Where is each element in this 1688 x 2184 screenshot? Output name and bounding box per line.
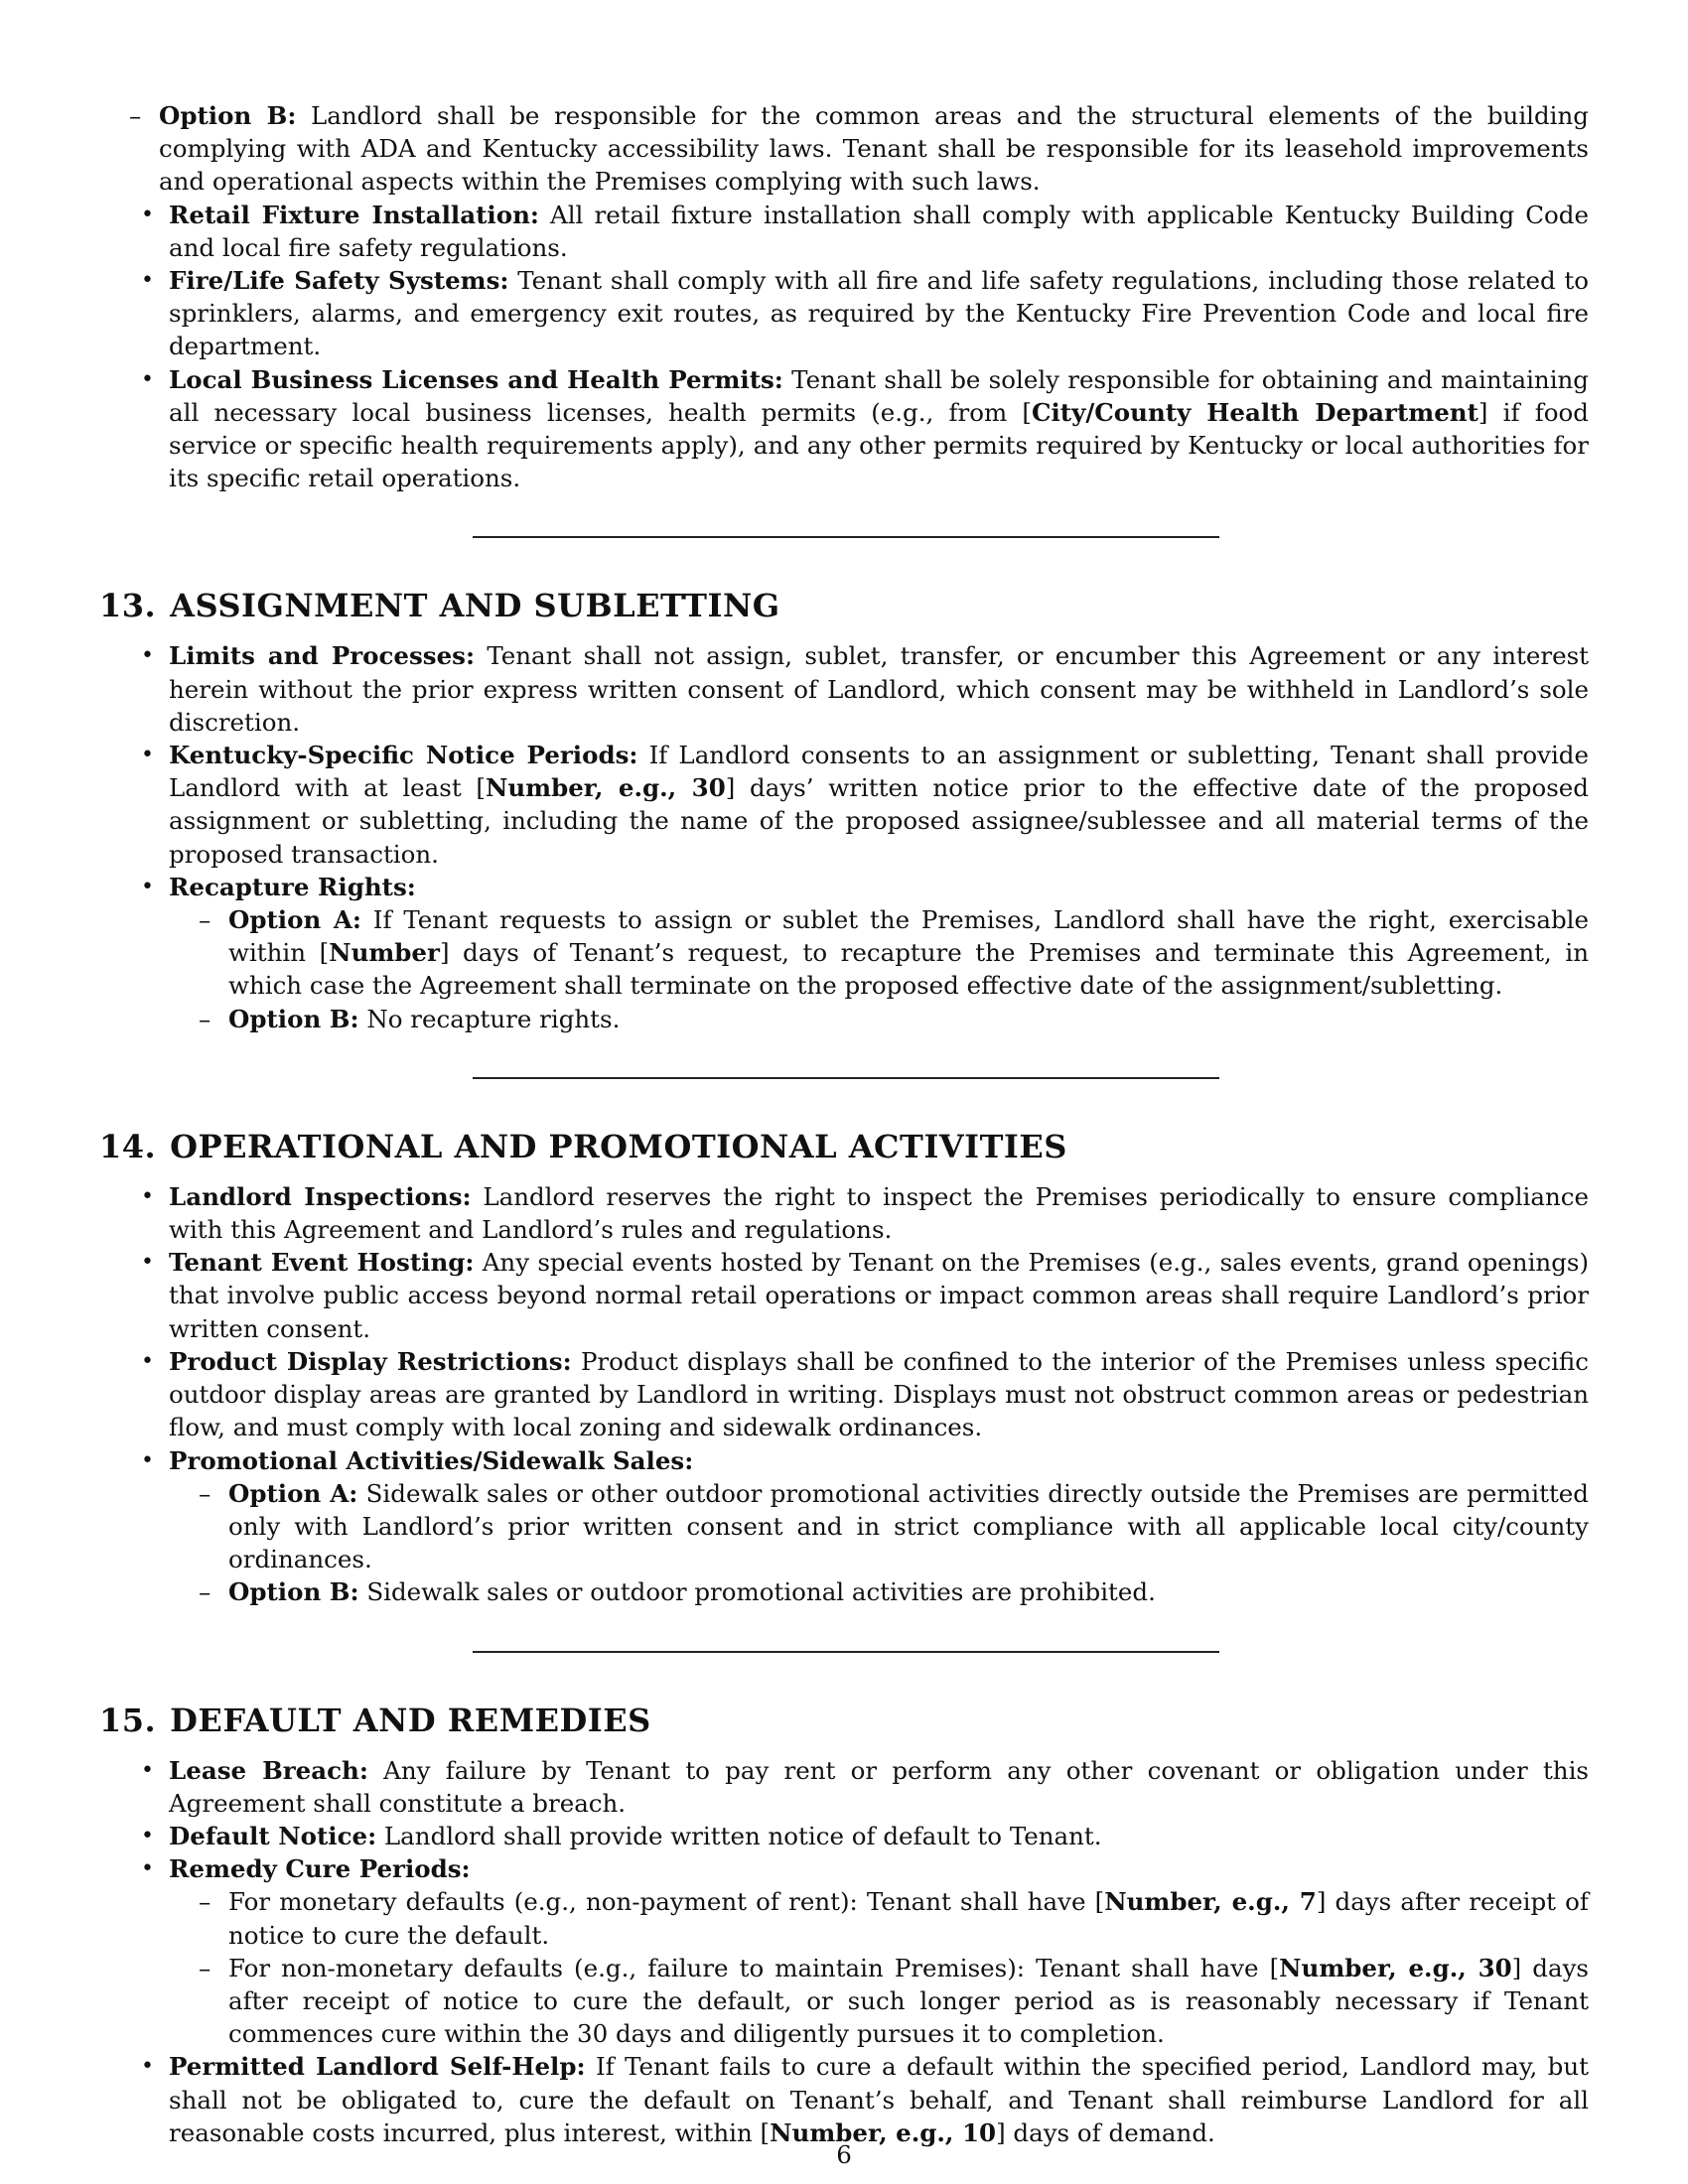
- section-divider: [473, 536, 1219, 538]
- list-item: – Option B: No recapture rights.: [169, 1003, 1589, 1035]
- list-item: • Product Display Restrictions: Product displays shall be confined to the interior of the Premises unless specific outdoor display areas are granted by Landlord in writing. Displays must not obstruct common areas or pedestrian flow, and must comply with local zoning and sidewalk ordinances.: [99, 1345, 1589, 1444]
- section-heading: 13. ASSIGNMENT AND SUBLETTING: [99, 587, 780, 625]
- section-list: [99, 1754, 1589, 2149]
- list-item: • Default Notice: Landlord shall provide written notice of default to Tenant.: [99, 1820, 1589, 1852]
- list-item: • Retail Fixture Installation: All retail fixture installation shall comply with applicable Kentucky Building Code and local fire safety regulations.: [99, 199, 1589, 264]
- list-item: • Recapture Rights: – Option A: If Tenant requests to assign or sublet the Premises, Landlord shall have the right, exercisable within [Number] days of Tenant’s request, to recapture the Premises and terminate this Agreement, in which case the Agreement shall terminate on the proposed effective date of the assignment/subletting. – Option B: No recapture rights.: [99, 871, 1589, 1035]
- section-divider: [473, 1651, 1219, 1653]
- section-list: [99, 1180, 1589, 1609]
- sublist: [169, 1477, 1589, 1609]
- list-item: – For monetary defaults (e.g., non-payment of rent): Tenant shall have [Number, e.g., 7] days after receipt of notice to cure the default.: [169, 1885, 1589, 1951]
- list-item: • Fire/Life Safety Systems: Tenant shall comply with all fire and life safety regulations, including those related to sprinklers, alarms, and emergency exit routes, as required by the Kentucky Fire Prevention Code and local fire department.: [99, 264, 1589, 363]
- section-heading: 14. OPERATIONAL AND PROMOTIONAL ACTIVITIES: [99, 1127, 1067, 1165]
- list-item: • Remedy Cure Periods: – For monetary defaults (e.g., non-payment of rent): Tenant shall have [Number, e.g., 7] days after receipt of notice to cure the default. – For non-monetary defaults (e.g., failure to maintain Premises): Tenant shall have [Number, e.g., 30] days after receipt of notice to cure the default, or such longer period as is reasonably necessary if Tenant commences cure within the 30 days and diligently pursues it to completion.: [99, 1852, 1589, 2050]
- list-item: • Kentucky-Specific Notice Periods: If Landlord consents to an assignment or subletting, Tenant shall provide Landlord with at least [Number, e.g., 30] days’ written notice prior to the effective date of the proposed assignment or subletting, including the name of the proposed assignee/sublessee and all material terms of the proposed transaction.: [99, 739, 1589, 871]
- list-item: • Lease Breach: Any failure by Tenant to pay rent or perform any other covenant or obligation under this Agreement shall constitute a breach.: [99, 1754, 1589, 1820]
- page-number: 6: [836, 2140, 852, 2169]
- list-item: • Promotional Activities/Sidewalk Sales: – Option A: Sidewalk sales or other outdoor promotional activities directly outside the Premises are permitted only with Landlord’s prior written consent and in strict compliance with all applicable local city/county ordinances. – Option B: Sidewalk sales or outdoor promotional activities are prohibited.: [99, 1444, 1589, 1609]
- section-list: [99, 639, 1589, 1034]
- list-item: • Limits and Processes: Tenant shall not assign, sublet, transfer, or encumber this Agreement or any interest herein without the prior express written consent of Landlord, which consent may be withheld in Landlord’s sole discretion.: [99, 639, 1589, 739]
- list-item: • Tenant Event Hosting: Any special events hosted by Tenant on the Premises (e.g., sales events, grand openings) that involve public access beyond normal retail operations or impact common areas shall require Landlord’s prior written consent.: [99, 1246, 1589, 1345]
- page-content: [99, 99, 1589, 2149]
- sublist: [169, 1885, 1589, 2050]
- section-divider: [473, 1077, 1219, 1079]
- list-item: • Local Business Licenses and Health Permits: Tenant shall be solely responsible for obtaining and maintaining all necessary local business licenses, health permits (e.g., from [City/County Health Department] if food service or specific health requirements apply), and any other permits required by Kentucky or local authorities for its specific retail operations.: [99, 363, 1589, 495]
- list-item: • Permitted Landlord Self-Help: If Tenant fails to cure a default within the specified period, Landlord may, but shall not be obligated to, cure the default on Tenant’s behalf, and Tenant shall reimburse Landlord for all reasonable costs incurred, plus interest, within [Number, e.g., 10] days of demand.: [99, 2050, 1589, 2149]
- list-item: – Option A: Sidewalk sales or other outdoor promotional activities directly outside the Premises are permitted only with Landlord’s prior written consent and in strict compliance with all applicable local city/county ordinances.: [169, 1477, 1589, 1576]
- sublist: [169, 903, 1589, 1035]
- continued-list: [99, 199, 1589, 495]
- list-item: – For non-monetary defaults (e.g., failure to maintain Premises): Tenant shall have [Number, e.g., 30] days after receipt of notice to cure the default, or such longer period as is reasonably necessary if Tenant commences cure within the 30 days and diligently pursues it to completion.: [169, 1952, 1589, 2051]
- list-item: • Landlord Inspections: Landlord reserves the right to inspect the Premises periodically to ensure compliance with this Agreement and Landlord’s rules and regulations.: [99, 1180, 1589, 1246]
- continued-sublist: [99, 99, 1589, 199]
- list-item: – Option B: Landlord shall be responsible for the common areas and the structural elements of the building complying with ADA and Kentucky accessibility laws. Tenant shall be responsible for its leasehold improvements and operational aspects within the Premises complying with such laws.: [99, 99, 1589, 199]
- section-heading: 15. DEFAULT AND REMEDIES: [99, 1701, 651, 1739]
- list-item: – Option B: Sidewalk sales or outdoor promotional activities are prohibited.: [169, 1575, 1589, 1608]
- list-item: – Option A: If Tenant requests to assign or sublet the Premises, Landlord shall have the right, exercisable within [Number] days of Tenant’s request, to recapture the Premises and terminate this Agreement, in which case the Agreement shall terminate on the proposed effective date of the assignment/subletting.: [169, 903, 1589, 1003]
